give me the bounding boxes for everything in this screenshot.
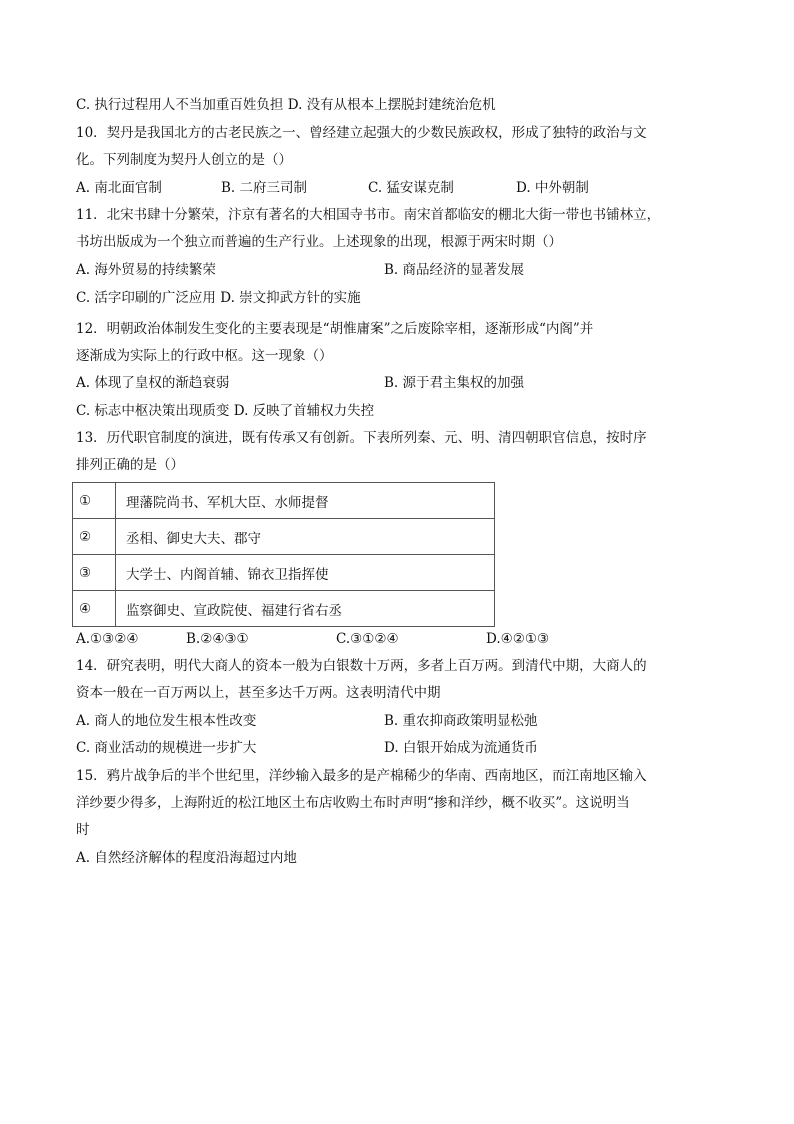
q13-option-d: D.④②①③ [486, 631, 550, 647]
row-number: ① [73, 483, 116, 519]
row-officials: 丞相、御史大夫、郡守 [116, 519, 495, 555]
q14-option-b: B. 重农抑商政策明显松弛 [384, 713, 538, 729]
row-officials: 监察御史、宣政院使、福建行省右丞 [116, 591, 495, 627]
table-row [73, 519, 495, 555]
q9-option-cd: C. 执行过程用人不当加重百姓负担 D. 没有从根本上摆脱封建统治危机 [76, 97, 496, 113]
q10-option-c: C. 猛安谋克制 [368, 180, 454, 196]
q15-stem-line2: 洋纱要少得多，上海附近的松江地区土布店收购土布时声明“掺和洋纱，概不收买”。这说明当 [76, 795, 630, 811]
q11-stem-line2: 书坊出版成为一个独立而普遍的生产行业。上述现象的出现，根源于两宋时期（） [76, 234, 562, 250]
q12-option-b: B. 源于君主集权的加强 [384, 375, 525, 391]
q11-option-b: B. 商品经济的显著发展 [384, 262, 525, 278]
row-officials: 大学士、内阁首辅、锦衣卫指挥使 [116, 555, 495, 591]
q15-option-a: A. 自然经济解体的程度沿海超过内地 [76, 850, 297, 866]
q15-stem-line3: 时 [76, 822, 90, 838]
q13-option-b: B.②④③① [186, 631, 249, 647]
q10-stem-line1: 10．契丹是我国北方的古老民族之一、曾经建立起强大的少数民族政权，形成了独特的政治与文 [76, 125, 647, 141]
q13-stem-line2: 排列正确的是（） [76, 457, 184, 473]
q10-option-a: A. 南北面官制 [76, 180, 162, 196]
q12-option-cd: C. 标志中枢决策出现质变 D. 反映了首辅权力失控 [76, 403, 375, 419]
row-number: ④ [73, 591, 116, 627]
q14-option-a: A. 商人的地位发生根本性改变 [76, 713, 257, 729]
q14-option-c: C. 商业活动的规模进一步扩大 [76, 740, 257, 756]
q10-stem-line2: 化。下列制度为契丹人创立的是（） [76, 152, 292, 168]
table-row [73, 591, 495, 627]
q13-stem-line1: 13．历代职官制度的演进，既有传承又有创新。下表所列秦、元、明、清四朝职官信息，按时序 [76, 430, 647, 446]
q11-option-a: A. 海外贸易的持续繁荣 [76, 262, 216, 278]
q10-option-b: B. 二府三司制 [221, 180, 308, 196]
q12-option-a: A. 体现了皇权的渐趋衰弱 [76, 375, 230, 391]
q13-option-a: A.①③②④ [76, 631, 139, 647]
row-officials: 理藩院尚书、军机大臣、水师提督 [116, 483, 495, 519]
row-number: ② [73, 519, 116, 555]
q13-official-table [72, 482, 495, 627]
q12-stem-line1: 12．明朝政治体制发生变化的主要表现是“胡惟庸案”之后废除宰相，逐渐形成“内阁”并 [76, 321, 594, 337]
q12-stem-line2: 逐渐成为实际上的行政中枢。这一现象（） [76, 348, 333, 364]
q10-option-d: D. 中外朝制 [516, 180, 589, 196]
q14-stem-line2: 资本一般在一百万两以上，甚至多达千万两。这表明清代中期 [76, 685, 441, 701]
q13-option-c: C.③①②④ [336, 631, 399, 647]
q14-stem-line1: 14．研究表明，明代大商人的资本一般为白银数十万两，多者上百万两。到清代中期，大商人的 [76, 658, 647, 674]
q14-option-d: D. 白银开始成为流通货币 [384, 740, 538, 756]
q11-option-cd: C. 活字印刷的广泛应用 D. 崇文抑武方针的实施 [76, 290, 361, 306]
table-row [73, 483, 495, 519]
q15-stem-line1: 15．鸦片战争后的半个世纪里，洋纱输入最多的是产棉稀少的华南、西南地区，而江南地区输入 [76, 768, 647, 784]
row-number: ③ [73, 555, 116, 591]
q11-stem-line1: 11．北宋书肆十分繁荣，汴京有著名的大相国寺书市。南宋首都临安的棚北大街一带也书铺林立， [76, 207, 661, 223]
table-row [73, 555, 495, 591]
